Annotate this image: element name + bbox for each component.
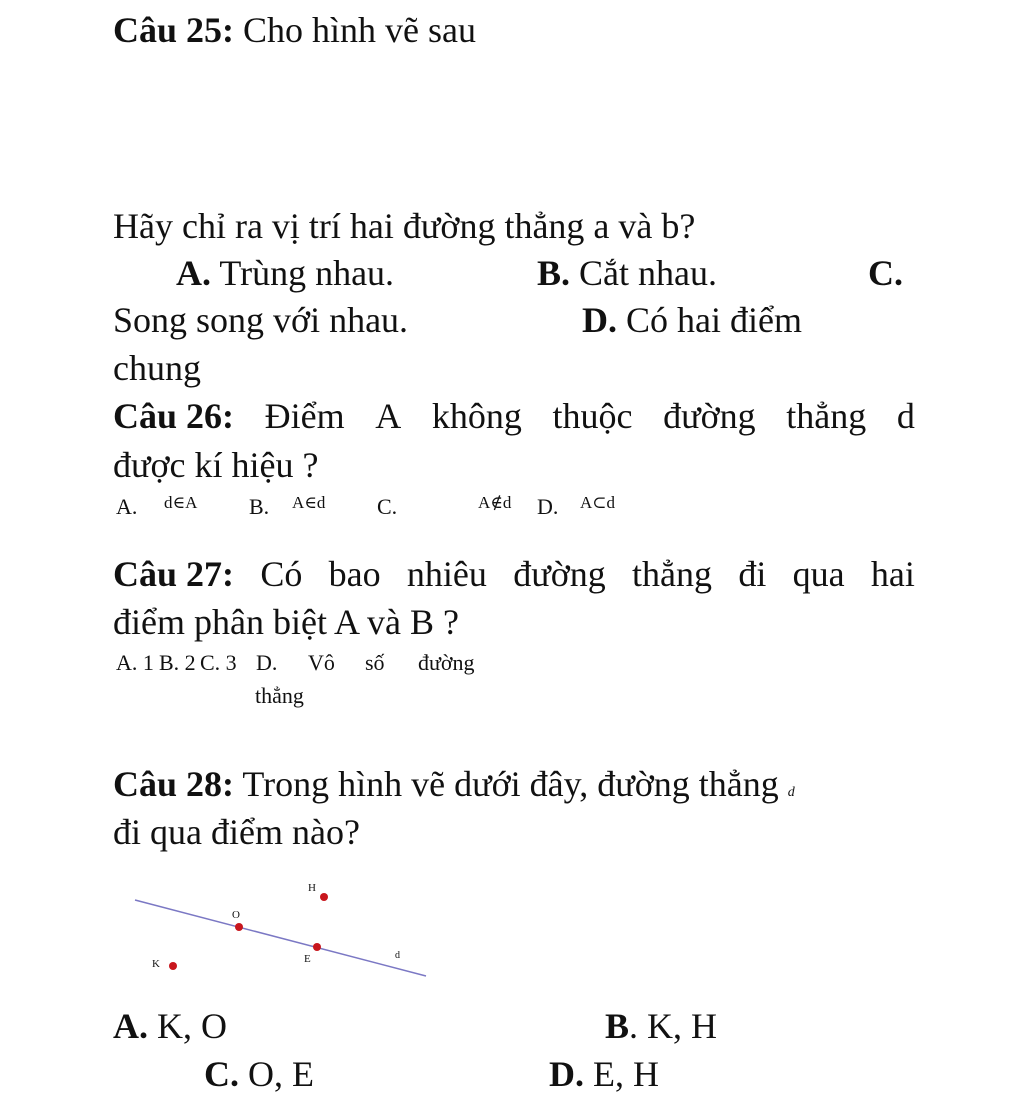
q26-option-c-val: A∉d (478, 493, 512, 512)
q28-option-b-key: B (605, 1006, 630, 1046)
q25-question: Hãy chỉ ra vị trí hai đường thẳng a và b? (113, 206, 696, 246)
q25-option-b[interactable] (537, 253, 717, 293)
q25-option-d-key: D. (582, 300, 617, 340)
q26-word: không (431, 396, 522, 436)
q25-option-b-text: Cắt nhau. (579, 253, 717, 293)
q26-word: Điểm (264, 396, 345, 436)
q26-word: d (896, 396, 915, 436)
point-label-h: H (308, 882, 316, 894)
q25-heading (113, 10, 476, 50)
q25-option-d-cont: chung (113, 348, 201, 388)
q27-option-d-word: đường (418, 650, 475, 675)
q28-heading (113, 764, 795, 813)
q26-text2: được kí hiệu ? (113, 445, 319, 485)
q28-option-d-text: E, H (593, 1054, 659, 1094)
q26-word: đường (663, 396, 756, 436)
q25-option-c-text[interactable]: Song song với nhau. (113, 300, 409, 340)
q27-option-b[interactable]: B. 2 (159, 650, 196, 675)
q28-option-c[interactable] (204, 1054, 314, 1094)
point-label-o: O (232, 909, 240, 921)
q28-text-tail: d (787, 785, 795, 800)
q26-option-a-val: d∈A (164, 493, 198, 512)
q28-label: Câu 28: (113, 764, 235, 804)
q27-option-a[interactable]: A. 1 (116, 650, 154, 675)
q26-option-c-key[interactable]: C. (377, 494, 398, 519)
q26-label: Câu 26: (113, 396, 235, 436)
q28-option-d-key: D. (549, 1054, 584, 1094)
q25-option-c-key-wrap[interactable] (868, 253, 903, 293)
q28-figure (130, 878, 430, 978)
q27-label: Câu 27: (113, 554, 235, 594)
q28-option-c-key: C. (204, 1054, 239, 1094)
q25-label: Câu 25: (113, 10, 235, 50)
q25-text: Cho hình vẽ sau (243, 10, 476, 50)
q27-word: đường (513, 554, 606, 594)
q27-option-c[interactable]: C. 3 (200, 650, 237, 675)
q26-heading (113, 396, 915, 436)
point-label-k: K (152, 958, 160, 970)
q27-option-d-cont: thẳng (255, 683, 304, 708)
q27-option-d-word: số (365, 650, 385, 675)
q28-option-b-text: . K, H (629, 1006, 718, 1046)
q28-option-c-text: O, E (248, 1054, 314, 1094)
q26-word: A (375, 396, 402, 436)
point-h-dot (320, 893, 328, 901)
q25-option-d-text: Có hai điểm (626, 300, 802, 340)
q25-option-d[interactable] (582, 300, 802, 340)
q28-option-a-text: K, O (157, 1006, 227, 1046)
q26-option-b-val: A∈d (292, 493, 326, 512)
q25-option-b-key: B. (537, 253, 571, 293)
q27-option-d-word: Vô (308, 650, 335, 675)
point-label-e: E (304, 953, 311, 965)
q27-word: nhiêu (406, 554, 487, 594)
q27-text2: điểm phân biệt A và B ? (113, 602, 459, 642)
q27-word: hai (870, 554, 915, 594)
q28-option-d[interactable] (549, 1054, 659, 1094)
q27-word: đi (738, 554, 767, 594)
q27-word: thẳng (632, 554, 713, 594)
q28-option-b[interactable] (605, 1006, 717, 1046)
q26-word: thẳng (786, 396, 867, 436)
q27-word: bao (328, 554, 381, 594)
q28-text2: đi qua điểm nào? (113, 812, 360, 852)
q27-option-d-key[interactable]: D. (256, 650, 278, 675)
q26-option-d-val: A⊂d (580, 493, 616, 512)
q25-option-c-key: C. (868, 253, 903, 293)
q27-word: qua (792, 554, 845, 594)
line-label-d: d (395, 950, 400, 961)
q25-option-a[interactable] (176, 253, 394, 293)
q26-option-d-key[interactable]: D. (537, 494, 559, 519)
q28-text: Trong hình vẽ dưới đây, đường thẳng (242, 764, 779, 804)
q25-option-a-key: A. (176, 253, 211, 293)
q28-option-a[interactable] (113, 1006, 227, 1046)
point-o-dot (235, 923, 243, 931)
q27-word: Có (260, 554, 303, 594)
q26-word: thuộc (552, 396, 633, 436)
q27-heading (113, 554, 915, 594)
point-e-dot (313, 943, 321, 951)
q28-option-a-key: A. (113, 1006, 148, 1046)
q25-option-a-text: Trùng nhau. (219, 253, 395, 293)
point-k-dot (169, 962, 177, 970)
q26-option-b-key[interactable]: B. (249, 494, 270, 519)
q26-option-a-key[interactable]: A. (116, 494, 138, 519)
